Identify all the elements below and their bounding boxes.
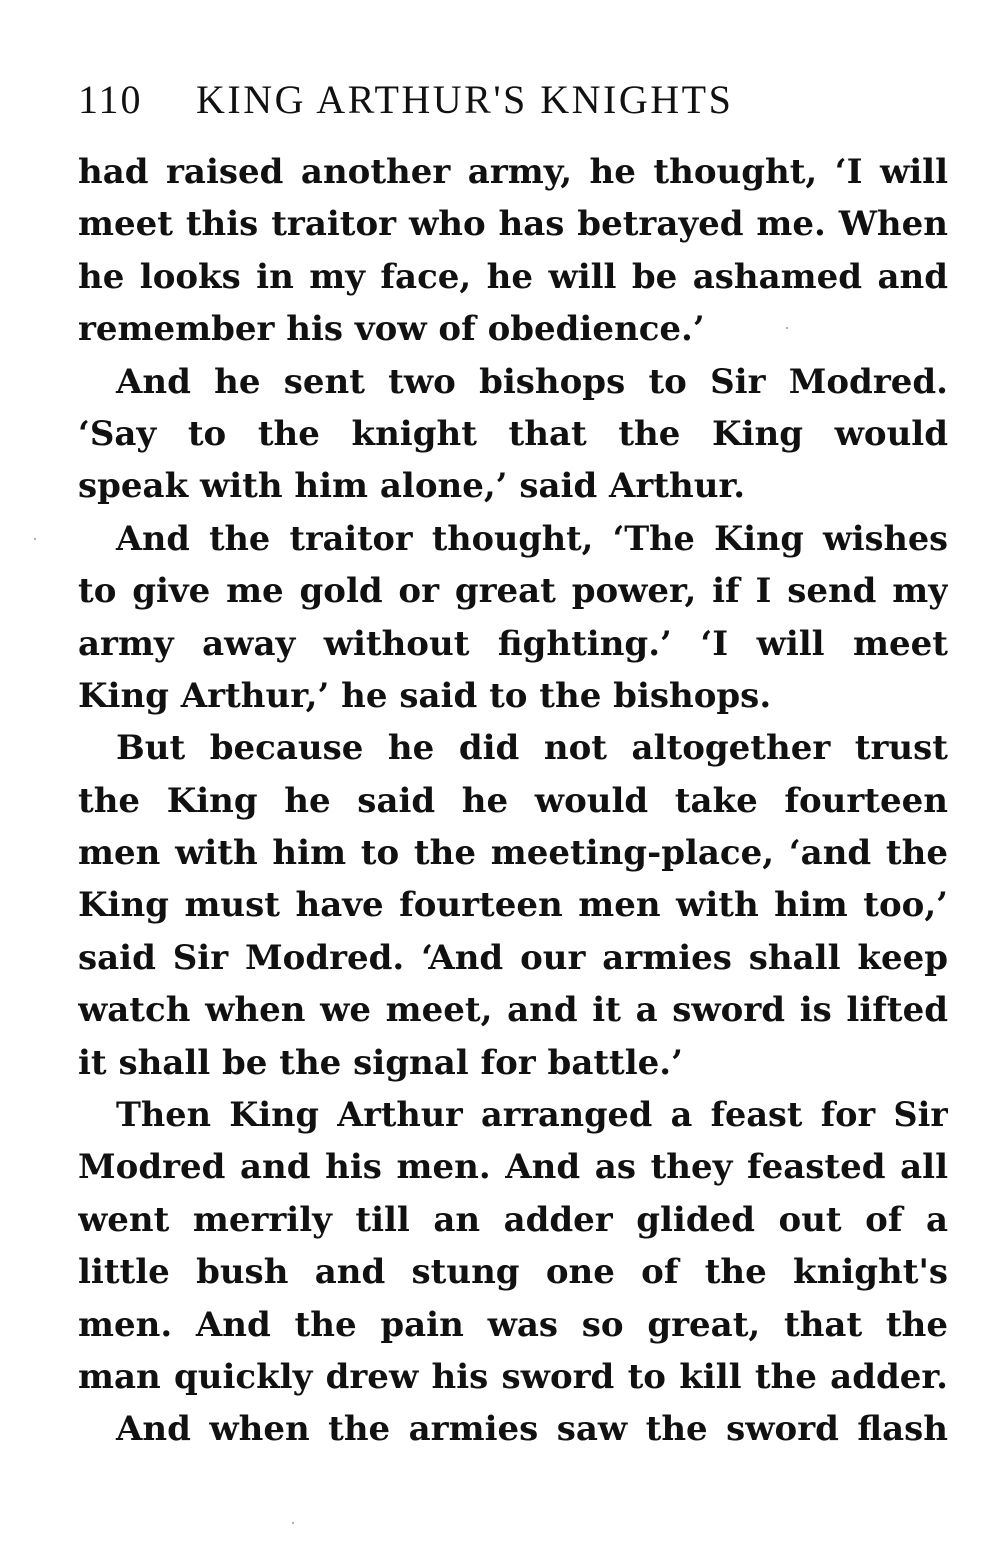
scan-speck [34,538,36,540]
text-line: men with him to the meeting-place, ‘and the [78,833,948,874]
scan-speck [786,327,788,329]
paragraph [78,1403,948,1455]
text-line: said Sir Modred. ‘And our armies shall keep [78,937,948,978]
text-line: watch when we meet, and it a sword is lifted [78,990,948,1031]
text-line: And the traitor thought, ‘The King wishes [116,518,948,558]
running-header [78,74,948,126]
text-line: went merrily till an adder glided out of a [78,1199,948,1240]
text-line: little bush and stung one of the knight's [78,1252,948,1293]
text-line: he looks in my face, he will be ashamed and [78,256,948,297]
text-line: army away without fighting.’ ‘I will meet [78,623,948,664]
text-line: meet this traitor who has betrayed me. When [78,204,948,245]
text-line: Modred and his men. And as they feasted all [78,1147,948,1188]
text-line: And he sent two bishops to Sir Modred. [116,361,948,402]
text-line: men. And the pain was so great, that the [78,1304,948,1345]
paragraph [78,356,948,513]
text-line: to give me gold or great power, if I send my [78,571,948,612]
text-line: speak with him alone,’ said Arthur. [78,466,746,507]
text-line: remember his vow of obedience.’ [78,309,705,350]
paragraph [78,513,948,723]
running-title: KING ARTHUR'S KNIGHTS [196,77,734,122]
paragraph [78,146,948,356]
body-text [78,146,948,1486]
text-line: had raised another army, he thought, ‘I will [78,152,948,192]
text-line: But because he did not altogether trust [116,728,948,769]
text-line: the King he said he would take fourteen [78,780,948,821]
paragraph [78,1089,948,1403]
text-line: Then King Arthur arranged a feast for Sir [116,1095,948,1135]
text-line: King must have fourteen men with him too,’ [78,885,948,926]
scan-speck [292,1522,294,1524]
paragraph [78,722,948,1089]
text-line: it shall be the signal for battle.’ [78,1042,683,1083]
text-line: And when the armies saw the sword flash [116,1409,948,1450]
text-line: man quickly drew his sword to kill the adder. [78,1356,948,1397]
page-number: 110 [78,77,143,122]
text-line: King Arthur,’ he said to the bishops. [78,675,772,716]
text-line: ‘Say to the knight that the King would [78,413,948,454]
